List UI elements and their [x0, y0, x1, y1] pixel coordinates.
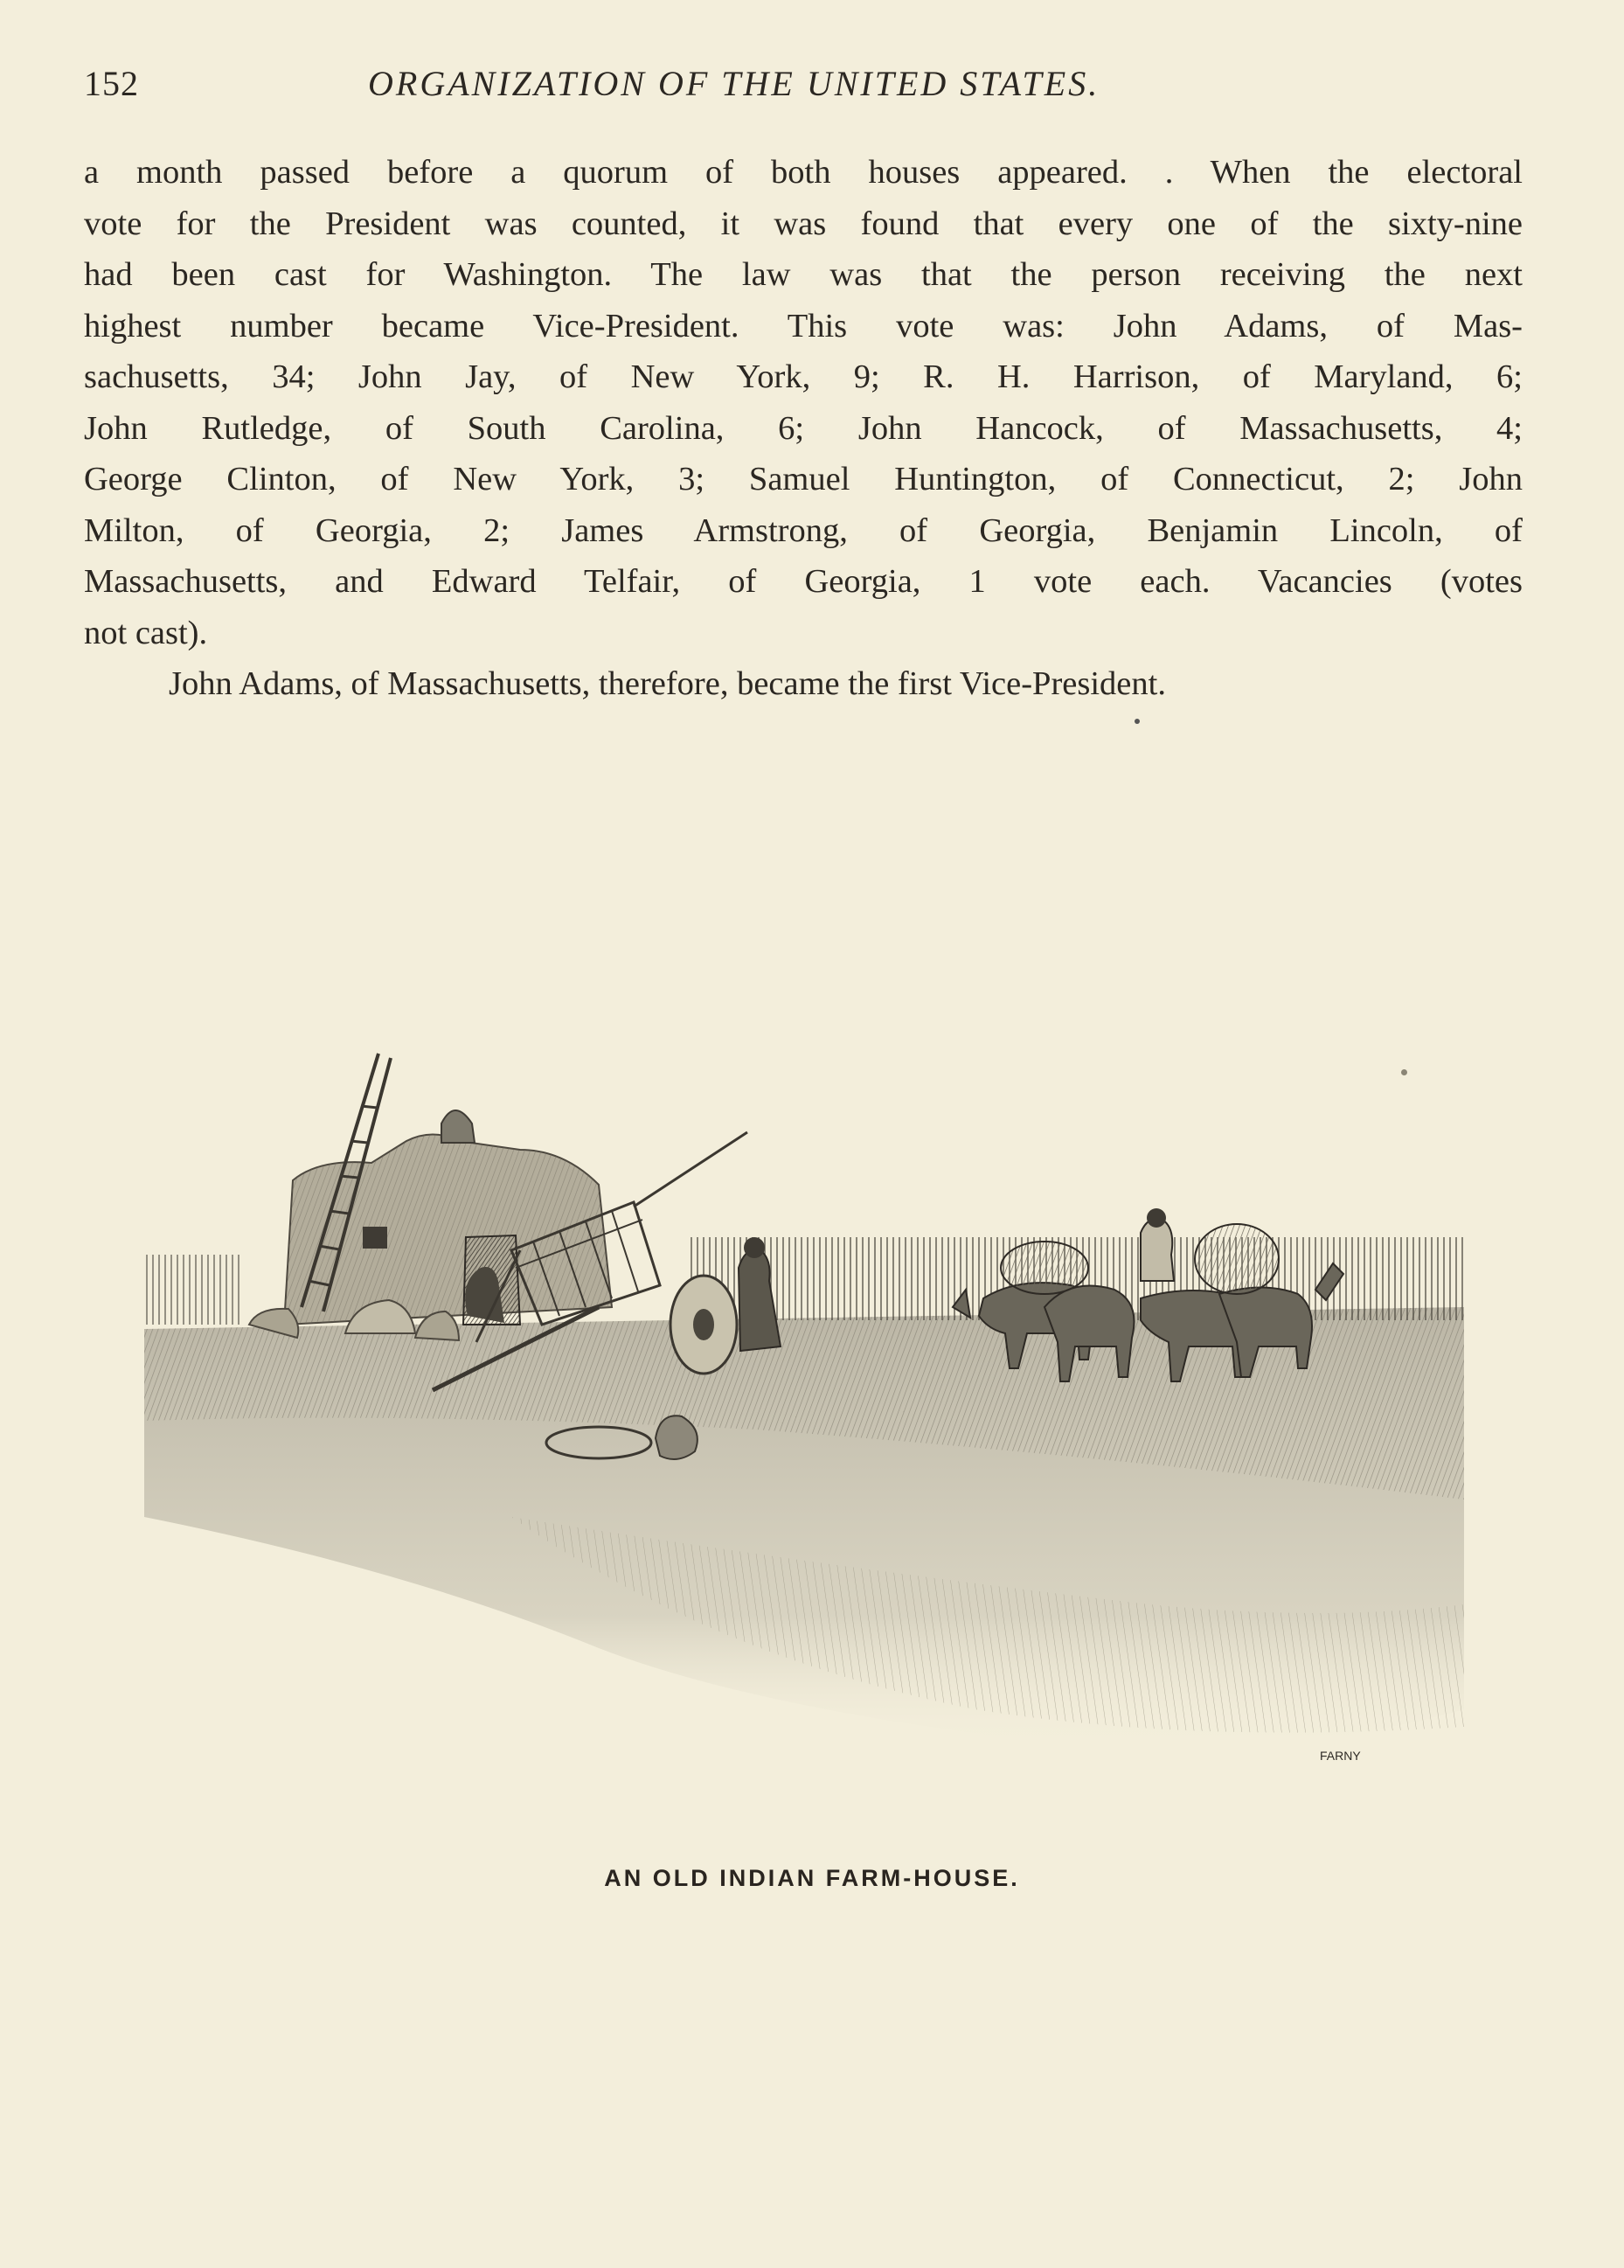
cart-pole: [634, 1132, 747, 1207]
running-title: ORGANIZATION OF THE UNITED STATES.: [368, 64, 1100, 103]
farmhouse-engraving: [144, 1045, 1464, 1832]
text-line: sachusetts, 34; John Jay, of New York, 9; R. H. Harrison, of Maryland, 6;: [84, 358, 1523, 395]
text-line: not cast).: [84, 614, 208, 651]
rider-figure: [1141, 1219, 1174, 1281]
paragraph-line: John Adams, of Massachusetts, therefore, became the first Vice-President.: [169, 665, 1166, 702]
illustration-caption: AN OLD INDIAN FARM-HOUSE.: [604, 1865, 1020, 1891]
body-text: [84, 147, 1523, 710]
burro-pack: [1195, 1224, 1279, 1294]
text-line: George Clinton, of New York, 3; Samuel Huntington, of Connecticut, 2; John: [84, 461, 1523, 497]
reed-fence-left: [144, 1255, 240, 1325]
text-line: a month passed before a quorum of both houses appeared. . When the electoral: [84, 154, 1523, 191]
artist-signature: FARNY: [1320, 1749, 1361, 1763]
running-head: [84, 63, 1526, 115]
house-window: [363, 1227, 387, 1249]
text-line: Milton, of Georgia, 2; James Armstrong, of Georgia, Benjamin Lincoln, of: [84, 511, 1523, 549]
text-line: John Rutledge, of South Carolina, 6; John Hancock, of Massachusetts, 4;: [84, 409, 1523, 447]
ink-speck: [1135, 719, 1140, 724]
page-number: 152: [84, 64, 139, 103]
text-line: Massachusetts, and Edward Telfair, of Georgia, 1 vote each. Vacancies (votes: [84, 563, 1523, 600]
text-line: had been cast for Washington. The law was that the person receiving the next: [84, 256, 1523, 293]
text-line: highest number became Vice-President. This vote was: John Adams, of Mas-: [84, 307, 1523, 344]
text-line: vote for the President was counted, it was found that every one of the sixty-nine: [84, 205, 1523, 242]
rooftop-pot: [441, 1110, 475, 1143]
burro-pack: [1001, 1242, 1088, 1294]
